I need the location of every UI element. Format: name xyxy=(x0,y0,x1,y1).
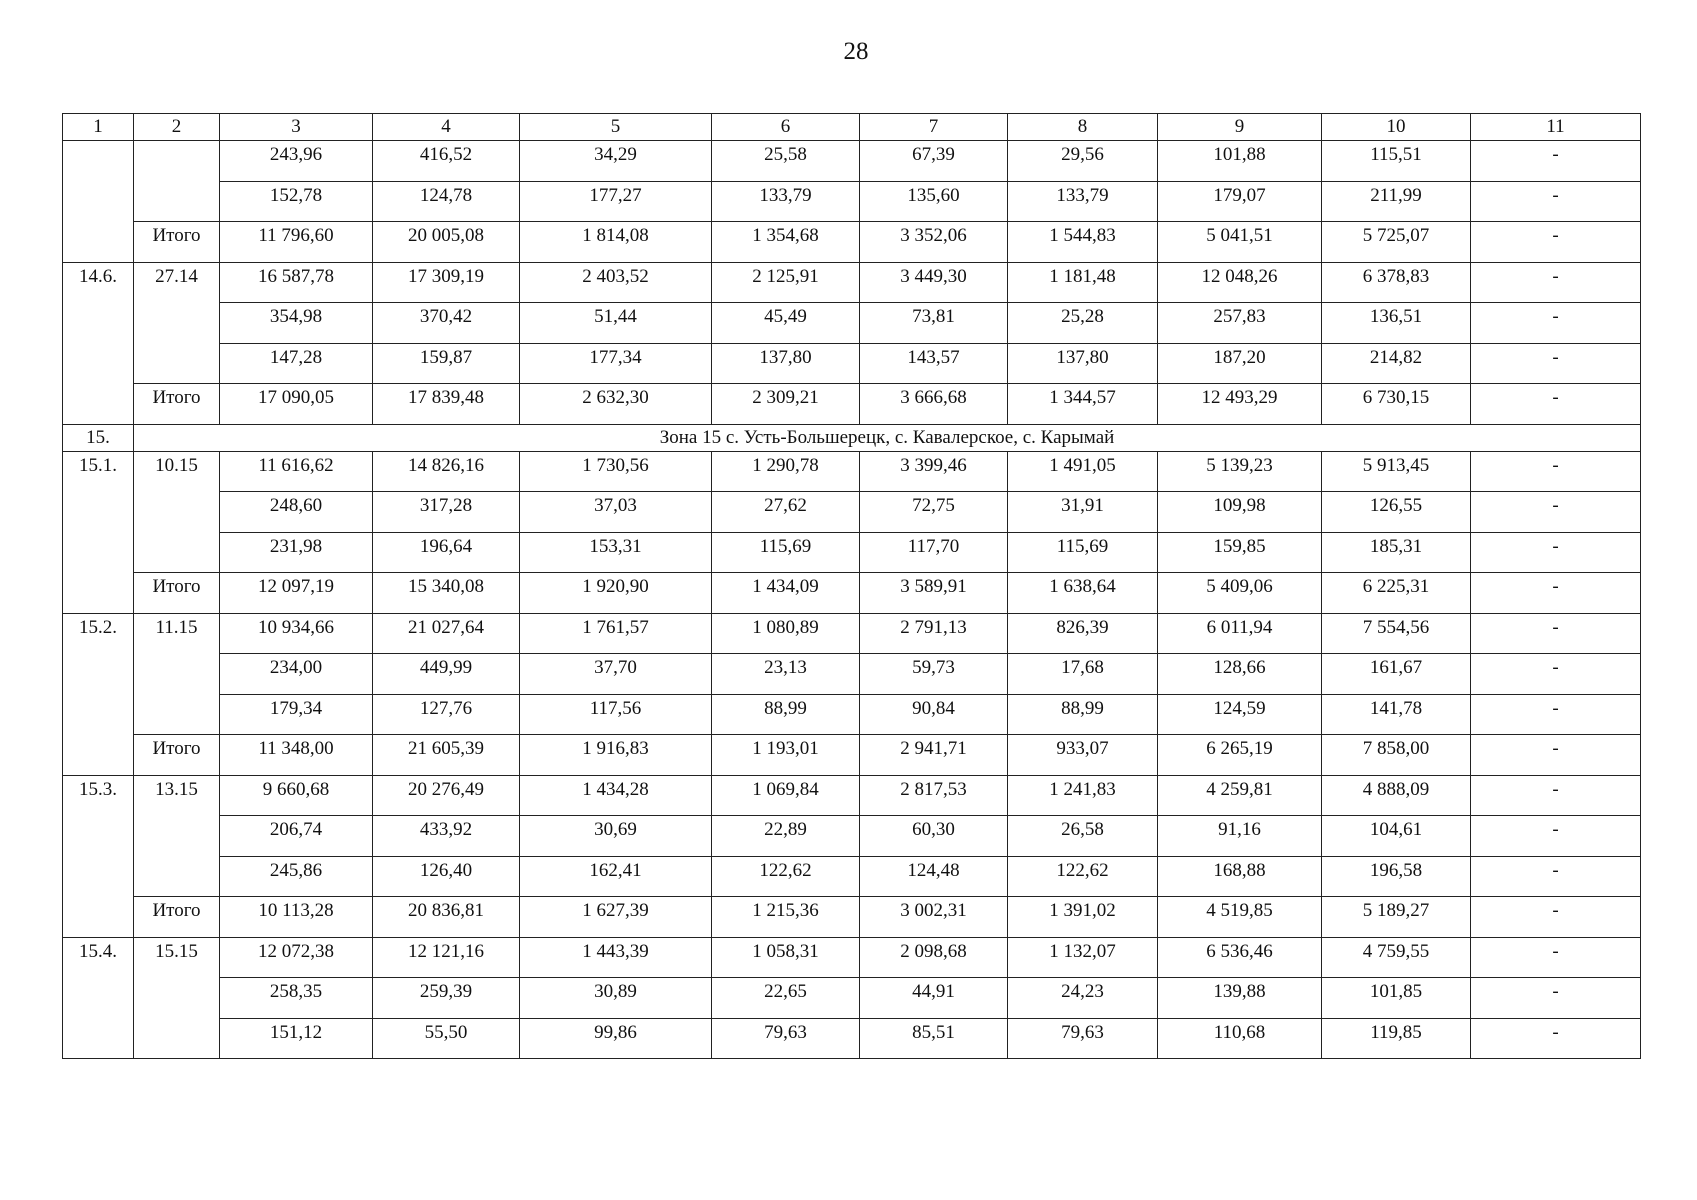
page-number: 28 xyxy=(843,38,869,65)
tariff-table xyxy=(62,113,1641,1059)
column-header: 3 xyxy=(220,114,373,141)
table-cell: 3 352,06 xyxy=(860,222,1008,263)
table-cell: 23,13 xyxy=(712,654,860,695)
table-cell: 30,69 xyxy=(520,816,712,857)
table-cell: - xyxy=(1471,1018,1641,1059)
table-cell: 136,51 xyxy=(1322,303,1471,344)
table-cell: 177,34 xyxy=(520,343,712,384)
column-header: 8 xyxy=(1008,114,1158,141)
table-cell: 245,86 xyxy=(220,856,373,897)
table-cell: 12 121,16 xyxy=(373,937,520,978)
column-header: 4 xyxy=(373,114,520,141)
table-cell: - xyxy=(1471,492,1641,533)
table-row xyxy=(63,181,1641,222)
table-cell: 44,91 xyxy=(860,978,1008,1019)
table-cell: 91,16 xyxy=(1158,816,1322,857)
table-cell: 2 817,53 xyxy=(860,775,1008,816)
table-row xyxy=(63,262,1641,303)
total-label: Итого xyxy=(134,573,220,614)
table-cell: 127,76 xyxy=(373,694,520,735)
total-label: Итого xyxy=(134,897,220,938)
table-cell: 29,56 xyxy=(1008,141,1158,182)
table-cell: 6 265,19 xyxy=(1158,735,1322,776)
zone-row xyxy=(63,424,1641,451)
table-cell: 115,51 xyxy=(1322,141,1471,182)
table-cell: 2 098,68 xyxy=(860,937,1008,978)
table-cell: 110,68 xyxy=(1158,1018,1322,1059)
table-row xyxy=(63,816,1641,857)
table-cell: 85,51 xyxy=(860,1018,1008,1059)
table-cell: 1 434,09 xyxy=(712,573,860,614)
table-cell: - xyxy=(1471,775,1641,816)
table-cell: 122,62 xyxy=(1008,856,1158,897)
item-number xyxy=(63,141,134,263)
table-cell: - xyxy=(1471,303,1641,344)
table-cell: 124,48 xyxy=(860,856,1008,897)
table-cell: 153,31 xyxy=(520,532,712,573)
table-cell: 4 259,81 xyxy=(1158,775,1322,816)
table-cell: 3 589,91 xyxy=(860,573,1008,614)
table-row xyxy=(63,384,1641,425)
table-row xyxy=(63,303,1641,344)
table-cell: 1 290,78 xyxy=(712,451,860,492)
table-cell: 6 536,46 xyxy=(1158,937,1322,978)
column-header: 5 xyxy=(520,114,712,141)
table-cell: 59,73 xyxy=(860,654,1008,695)
table-cell: 12 493,29 xyxy=(1158,384,1322,425)
column-header: 7 xyxy=(860,114,1008,141)
table-cell: 179,07 xyxy=(1158,181,1322,222)
table-cell: 9 660,68 xyxy=(220,775,373,816)
table-cell: 10 934,66 xyxy=(220,613,373,654)
table-row xyxy=(63,573,1641,614)
table-cell: 17 090,05 xyxy=(220,384,373,425)
table-cell: 2 632,30 xyxy=(520,384,712,425)
table-cell: 177,27 xyxy=(520,181,712,222)
table-cell: 14 826,16 xyxy=(373,451,520,492)
table-cell: - xyxy=(1471,573,1641,614)
table-cell: 4 759,55 xyxy=(1322,937,1471,978)
item-number: 15.4. xyxy=(63,937,134,1059)
column-header: 10 xyxy=(1322,114,1471,141)
table-cell: - xyxy=(1471,694,1641,735)
column-header: 2 xyxy=(134,114,220,141)
item-code: 27.14 xyxy=(134,262,220,384)
table-cell: 159,85 xyxy=(1158,532,1322,573)
table-cell: - xyxy=(1471,222,1641,263)
table-cell: 10 113,28 xyxy=(220,897,373,938)
table-cell: - xyxy=(1471,532,1641,573)
item-number: 15.2. xyxy=(63,613,134,775)
table-cell: - xyxy=(1471,897,1641,938)
table-row xyxy=(63,897,1641,938)
table-row xyxy=(63,492,1641,533)
table-cell: 1 058,31 xyxy=(712,937,860,978)
table-cell: 1 491,05 xyxy=(1008,451,1158,492)
table-cell: 231,98 xyxy=(220,532,373,573)
table-cell: 133,79 xyxy=(1008,181,1158,222)
table-cell: - xyxy=(1471,262,1641,303)
table-row xyxy=(63,141,1641,182)
table-cell: 2 125,91 xyxy=(712,262,860,303)
table-cell: 101,88 xyxy=(1158,141,1322,182)
table-cell: 3 449,30 xyxy=(860,262,1008,303)
table-row xyxy=(63,978,1641,1019)
table-cell: 159,87 xyxy=(373,343,520,384)
table-cell: 933,07 xyxy=(1008,735,1158,776)
table-cell: 161,67 xyxy=(1322,654,1471,695)
table-cell: 34,29 xyxy=(520,141,712,182)
table-cell: 26,58 xyxy=(1008,816,1158,857)
table-cell: 99,86 xyxy=(520,1018,712,1059)
table-cell: 7 858,00 xyxy=(1322,735,1471,776)
zone-title: Зона 15 с. Усть-Большерецк, с. Кавалерское, с. Карымай xyxy=(134,424,1641,451)
table-cell: 88,99 xyxy=(1008,694,1158,735)
table-cell: 354,98 xyxy=(220,303,373,344)
table-cell: 206,74 xyxy=(220,816,373,857)
table-cell: 101,85 xyxy=(1322,978,1471,1019)
table-row xyxy=(63,613,1641,654)
table-cell: 259,39 xyxy=(373,978,520,1019)
table-cell: 1 638,64 xyxy=(1008,573,1158,614)
table-row xyxy=(63,937,1641,978)
table-cell: 214,82 xyxy=(1322,343,1471,384)
table-cell: - xyxy=(1471,384,1641,425)
table-cell: 137,80 xyxy=(1008,343,1158,384)
table-cell: 24,23 xyxy=(1008,978,1158,1019)
table-cell: 20 005,08 xyxy=(373,222,520,263)
table-cell: 104,61 xyxy=(1322,816,1471,857)
table-cell: 1 354,68 xyxy=(712,222,860,263)
table-cell: 88,99 xyxy=(712,694,860,735)
table-cell: 115,69 xyxy=(1008,532,1158,573)
table-row xyxy=(63,532,1641,573)
table-row xyxy=(63,343,1641,384)
total-label: Итого xyxy=(134,384,220,425)
table-cell: 124,59 xyxy=(1158,694,1322,735)
table-cell: 196,58 xyxy=(1322,856,1471,897)
table-cell: 27,62 xyxy=(712,492,860,533)
table-cell: 73,81 xyxy=(860,303,1008,344)
table-cell: 37,03 xyxy=(520,492,712,533)
table-cell: 234,00 xyxy=(220,654,373,695)
table-cell: 1 069,84 xyxy=(712,775,860,816)
table-cell: 31,91 xyxy=(1008,492,1158,533)
table-cell: 7 554,56 xyxy=(1322,613,1471,654)
table-cell: 5 409,06 xyxy=(1158,573,1322,614)
table-cell: 37,70 xyxy=(520,654,712,695)
table-cell: 2 309,21 xyxy=(712,384,860,425)
table-cell: 17 839,48 xyxy=(373,384,520,425)
table-cell: 258,35 xyxy=(220,978,373,1019)
table-cell: - xyxy=(1471,816,1641,857)
total-label: Итого xyxy=(134,735,220,776)
table-cell: 1 916,83 xyxy=(520,735,712,776)
table-cell: 126,40 xyxy=(373,856,520,897)
item-code: 10.15 xyxy=(134,451,220,573)
table-cell: 1 761,57 xyxy=(520,613,712,654)
table-cell: 16 587,78 xyxy=(220,262,373,303)
table-cell: 5 189,27 xyxy=(1322,897,1471,938)
table-cell: 21 605,39 xyxy=(373,735,520,776)
table-cell: 449,99 xyxy=(373,654,520,695)
table-cell: 90,84 xyxy=(860,694,1008,735)
table-cell: 133,79 xyxy=(712,181,860,222)
table-cell: 20 836,81 xyxy=(373,897,520,938)
table-cell: 79,63 xyxy=(712,1018,860,1059)
table-cell: 1 181,48 xyxy=(1008,262,1158,303)
table-cell: 2 941,71 xyxy=(860,735,1008,776)
table-cell: 21 027,64 xyxy=(373,613,520,654)
table-cell: 147,28 xyxy=(220,343,373,384)
table-cell: 1 215,36 xyxy=(712,897,860,938)
table-cell: 162,41 xyxy=(520,856,712,897)
table-cell: 826,39 xyxy=(1008,613,1158,654)
table-cell: 3 666,68 xyxy=(860,384,1008,425)
table-cell: 179,34 xyxy=(220,694,373,735)
table-cell: 3 399,46 xyxy=(860,451,1008,492)
table-cell: 22,65 xyxy=(712,978,860,1019)
table-cell: 1 434,28 xyxy=(520,775,712,816)
table-row xyxy=(63,856,1641,897)
table-cell: 1 814,08 xyxy=(520,222,712,263)
table-cell: 11 796,60 xyxy=(220,222,373,263)
table-cell: 12 072,38 xyxy=(220,937,373,978)
table-cell: 119,85 xyxy=(1322,1018,1471,1059)
table-cell: 139,88 xyxy=(1158,978,1322,1019)
table-cell: 185,31 xyxy=(1322,532,1471,573)
table-cell: 124,78 xyxy=(373,181,520,222)
table-cell: 1 730,56 xyxy=(520,451,712,492)
table-cell: 55,50 xyxy=(373,1018,520,1059)
table-cell: 4 888,09 xyxy=(1322,775,1471,816)
table-cell: 257,83 xyxy=(1158,303,1322,344)
table-cell: 117,56 xyxy=(520,694,712,735)
table-cell: 6 225,31 xyxy=(1322,573,1471,614)
table-cell: 143,57 xyxy=(860,343,1008,384)
table-cell: - xyxy=(1471,937,1641,978)
table-cell: - xyxy=(1471,613,1641,654)
table-cell: 115,69 xyxy=(712,532,860,573)
table-cell: 137,80 xyxy=(712,343,860,384)
table-cell: 1 193,01 xyxy=(712,735,860,776)
column-header: 11 xyxy=(1471,114,1641,141)
table-cell: - xyxy=(1471,654,1641,695)
item-number: 14.6. xyxy=(63,262,134,424)
table-row xyxy=(63,654,1641,695)
table-cell: - xyxy=(1471,141,1641,182)
table-cell: 248,60 xyxy=(220,492,373,533)
table-cell: 135,60 xyxy=(860,181,1008,222)
table-cell: 5 725,07 xyxy=(1322,222,1471,263)
table-cell: 17 309,19 xyxy=(373,262,520,303)
table-cell: 5 913,45 xyxy=(1322,451,1471,492)
table-cell: 1 443,39 xyxy=(520,937,712,978)
table-cell: - xyxy=(1471,978,1641,1019)
table-cell: 2 403,52 xyxy=(520,262,712,303)
table-cell: 1 132,07 xyxy=(1008,937,1158,978)
item-number: 15.3. xyxy=(63,775,134,937)
table-cell: - xyxy=(1471,181,1641,222)
total-label: Итого xyxy=(134,222,220,263)
table-cell: 122,62 xyxy=(712,856,860,897)
column-header: 6 xyxy=(712,114,860,141)
table-cell: 12 048,26 xyxy=(1158,262,1322,303)
table-cell: 141,78 xyxy=(1322,694,1471,735)
table-cell: 1 241,83 xyxy=(1008,775,1158,816)
table-cell: 317,28 xyxy=(373,492,520,533)
table-cell: 117,70 xyxy=(860,532,1008,573)
table-row xyxy=(63,222,1641,263)
table-row xyxy=(63,451,1641,492)
table-cell: 30,89 xyxy=(520,978,712,1019)
table-cell: 79,63 xyxy=(1008,1018,1158,1059)
table-cell: 25,58 xyxy=(712,141,860,182)
table-cell: 5 041,51 xyxy=(1158,222,1322,263)
table-cell: 1 920,90 xyxy=(520,573,712,614)
table-cell: 243,96 xyxy=(220,141,373,182)
table-cell: 12 097,19 xyxy=(220,573,373,614)
table-cell: 109,98 xyxy=(1158,492,1322,533)
item-code: 15.15 xyxy=(134,937,220,1059)
table-cell: 5 139,23 xyxy=(1158,451,1322,492)
table-cell: 4 519,85 xyxy=(1158,897,1322,938)
table-cell: 6 730,15 xyxy=(1322,384,1471,425)
header-row xyxy=(63,114,1641,141)
table-cell: 1 627,39 xyxy=(520,897,712,938)
table-cell: 416,52 xyxy=(373,141,520,182)
table-cell: 152,78 xyxy=(220,181,373,222)
table-cell: 60,30 xyxy=(860,816,1008,857)
table-row xyxy=(63,694,1641,735)
table-cell: 6 378,83 xyxy=(1322,262,1471,303)
item-number: 15.1. xyxy=(63,451,134,613)
table-cell: 1 544,83 xyxy=(1008,222,1158,263)
item-code: 11.15 xyxy=(134,613,220,735)
table-cell: 3 002,31 xyxy=(860,897,1008,938)
table-cell: 72,75 xyxy=(860,492,1008,533)
table-cell: 11 348,00 xyxy=(220,735,373,776)
table-cell: 15 340,08 xyxy=(373,573,520,614)
table-cell: - xyxy=(1471,343,1641,384)
item-code xyxy=(134,141,220,222)
table-cell: 51,44 xyxy=(520,303,712,344)
table-cell: 151,12 xyxy=(220,1018,373,1059)
table-cell: 67,39 xyxy=(860,141,1008,182)
table-cell: 196,64 xyxy=(373,532,520,573)
table-cell: 11 616,62 xyxy=(220,451,373,492)
table-cell: 187,20 xyxy=(1158,343,1322,384)
table-cell: 1 391,02 xyxy=(1008,897,1158,938)
table-cell: 2 791,13 xyxy=(860,613,1008,654)
table-cell: 25,28 xyxy=(1008,303,1158,344)
table-cell: 433,92 xyxy=(373,816,520,857)
table-cell: 22,89 xyxy=(712,816,860,857)
table-cell: 45,49 xyxy=(712,303,860,344)
table-row xyxy=(63,735,1641,776)
table-cell: - xyxy=(1471,735,1641,776)
table-cell: 1 344,57 xyxy=(1008,384,1158,425)
column-header: 9 xyxy=(1158,114,1322,141)
zone-number: 15. xyxy=(63,424,134,451)
table-cell: 128,66 xyxy=(1158,654,1322,695)
table-cell: 168,88 xyxy=(1158,856,1322,897)
table-cell: 1 080,89 xyxy=(712,613,860,654)
table-row xyxy=(63,775,1641,816)
table-cell: - xyxy=(1471,856,1641,897)
table-cell: 20 276,49 xyxy=(373,775,520,816)
column-header: 1 xyxy=(63,114,134,141)
table-cell: - xyxy=(1471,451,1641,492)
table-cell: 17,68 xyxy=(1008,654,1158,695)
table-cell: 211,99 xyxy=(1322,181,1471,222)
table-row xyxy=(63,1018,1641,1059)
table-cell: 370,42 xyxy=(373,303,520,344)
item-code: 13.15 xyxy=(134,775,220,897)
table-cell: 126,55 xyxy=(1322,492,1471,533)
table-cell: 6 011,94 xyxy=(1158,613,1322,654)
